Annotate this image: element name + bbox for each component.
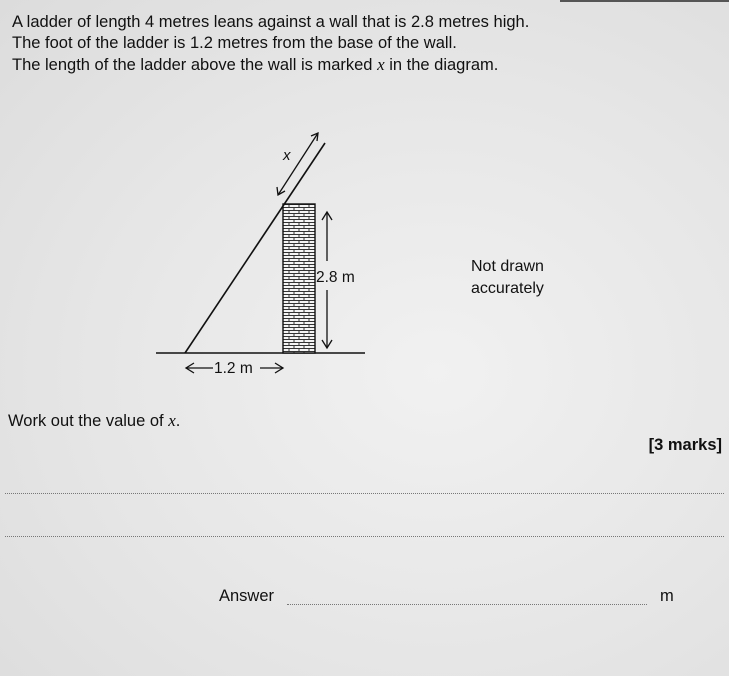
task-variable-x: x: [168, 411, 176, 430]
question-line-3-suffix: in the diagram.: [389, 56, 499, 74]
task-instruction: [8, 411, 180, 431]
answer-label: Answer: [219, 587, 275, 605]
working-line-1[interactable]: [5, 493, 724, 494]
x-label: x: [283, 147, 291, 164]
task-suffix: .: [175, 412, 181, 430]
note-line-2: accurately: [471, 280, 544, 297]
marks-label: [3 marks]: [648, 436, 722, 454]
note-line-1: Not drawn: [471, 258, 544, 275]
answer-field[interactable]: [287, 604, 647, 605]
question-line-2: The foot of the ladder is 1.2 metres from the base of the wall.: [12, 34, 457, 52]
answer-unit: m: [660, 587, 674, 605]
not-drawn-accurately-note: [471, 256, 544, 300]
task-prefix: Work out the value of: [8, 412, 164, 430]
question-variable-x: x: [377, 55, 385, 74]
brick-wall: [283, 204, 315, 353]
base-label: 1.2 m: [214, 360, 253, 377]
question-line-1: A ladder of length 4 metres leans against a wall that is 2.8 metres high.: [12, 13, 530, 31]
working-line-2[interactable]: [5, 536, 724, 537]
height-label: 2.8 m: [316, 269, 355, 286]
question-line-3-prefix: The length of the ladder above the wall is marked: [12, 56, 373, 74]
